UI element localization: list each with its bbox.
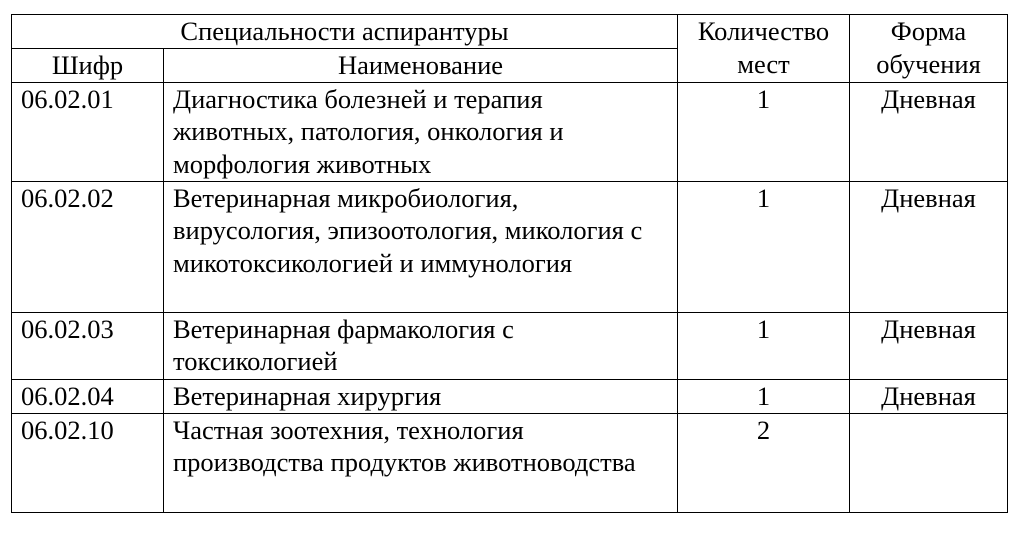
form-column-header: Форма обучения (850, 15, 1008, 83)
specialty-code: 06.02.01 (12, 82, 164, 181)
code-column-header: Шифр (12, 49, 164, 83)
specialty-code: 06.02.04 (12, 379, 164, 413)
specialty-code: 06.02.10 (12, 413, 164, 512)
table-row (12, 413, 1008, 512)
table-row (12, 82, 1008, 181)
specialty-code: 06.02.03 (12, 312, 164, 379)
study-form: Дневная (850, 181, 1008, 312)
table-row (12, 379, 1008, 413)
study-form: Дневная (850, 379, 1008, 413)
table-row (12, 312, 1008, 379)
places-count: 2 (678, 413, 850, 512)
specialty-name: Ветеринарная фармакология с токсикологией (164, 312, 678, 379)
study-form: Дневная (850, 312, 1008, 379)
specialty-name: Диагностика болезней и терапия животных, патология, онкология и морфология животных (164, 82, 678, 181)
table-row (12, 181, 1008, 312)
study-form (850, 413, 1008, 512)
name-column-header: Наименование (164, 49, 678, 83)
count-column-header: Количество мест (678, 15, 850, 83)
places-count: 1 (678, 379, 850, 413)
specialty-name: Частная зоотехния, технология производства продуктов животноводства (164, 413, 678, 512)
specialty-code: 06.02.02 (12, 181, 164, 312)
specialty-name: Ветеринарная микробиология, вирусология, эпизоотология, микология с микотоксикологией и иммунология (164, 181, 678, 312)
table-header-row (12, 15, 1008, 49)
specialty-name: Ветеринарная хирургия (164, 379, 678, 413)
places-count: 1 (678, 181, 850, 312)
specialties-table (11, 14, 1008, 513)
places-count: 1 (678, 82, 850, 181)
places-count: 1 (678, 312, 850, 379)
specialties-group-header: Специальности аспирантуры (12, 15, 678, 49)
study-form: Дневная (850, 82, 1008, 181)
